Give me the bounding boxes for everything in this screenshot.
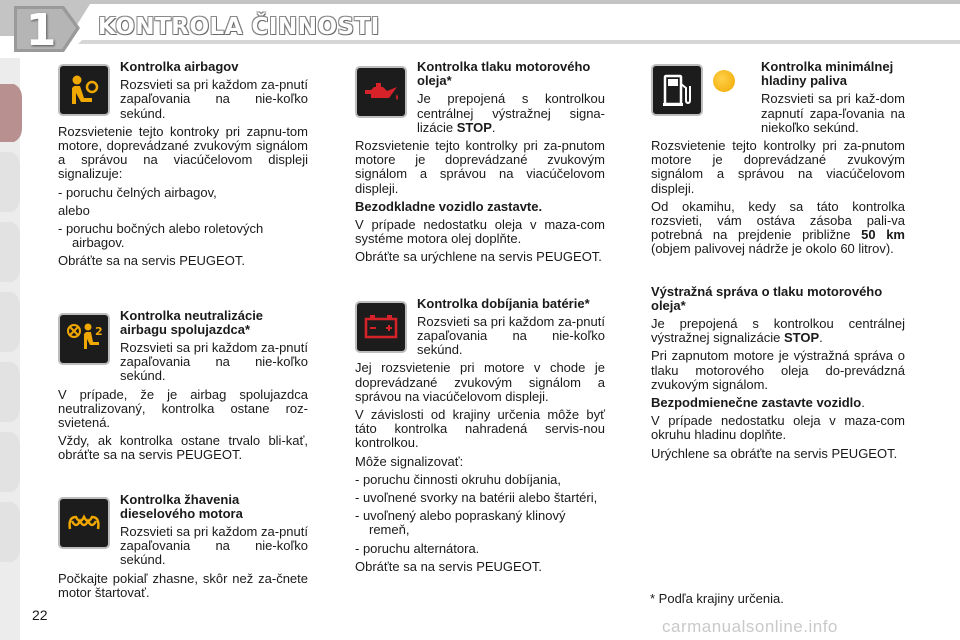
glow-plug-section: [58, 493, 308, 600]
footnote: * Podľa krajiny určenia.: [650, 591, 784, 606]
chapter-tab-active: [0, 84, 22, 142]
page-title: KONTROLA ČINNOSTI: [98, 14, 380, 40]
column-2: [355, 60, 605, 578]
passenger-airbag-section: [58, 309, 308, 463]
airbag-text-2: Obráťte sa na servis PEUGEOT.: [58, 253, 245, 269]
fuel-heading: Kontrolka minimálnej hladiny paliva: [761, 59, 894, 89]
column-1: [58, 60, 308, 604]
battery-list-item-3: - uvoľnený alebo popraskaný klinový remeň,: [355, 508, 566, 538]
battery-text-3: Môže signalizovať:: [355, 453, 464, 469]
oil-pressure-text-2: V prípade nedostatku oleja v maza-com systéme motora olej doplňte.: [355, 217, 605, 247]
oil-message-text-4: Urýchlene sa obráťte na servis PEUGEOT.: [651, 445, 898, 461]
battery-section: [355, 297, 605, 574]
fuel-pump-icon: [651, 64, 703, 116]
fuel-text-1: Rozsvietenie tejto kontrolky pri za-pnutom motore je doprevádzané zvukovým signálom a správou na viacúčelovom displeji.: [651, 138, 905, 196]
page-number: 22: [32, 607, 48, 623]
airbag-heading: Kontrolka airbagov: [120, 59, 239, 74]
chapter-tab: [0, 152, 20, 212]
oil-message-text-2: Pri zapnutom motore je výstražná správa o tlaku motorového oleja do-prevádzná zvukovým signálom.: [651, 348, 905, 392]
oil-pressure-text-1: Rozsvietenie tejto kontrolky pri za-pnutom motore je doprevádzané zvukovým signálom a správou na viacúčelovom displeji.: [355, 138, 605, 196]
oil-pressure-intro: Je prepojená s kontrolkou centrálnej výstražnej signa-lizácie STOP.: [417, 91, 605, 135]
airbag-intro: Rozsvieti sa pri každom za-pnutí zapaľovania na nie-koľko sekúnd.: [120, 77, 308, 121]
oil-pressure-icon: [355, 66, 407, 118]
passenger-airbag-text-2: Vždy, ak kontrolka ostane trvalo bli-kať, obráťte sa na servis PEUGEOT.: [58, 433, 308, 463]
oil-message-heading: Výstražná správa o tlaku motorového oleja*: [651, 283, 883, 313]
watermark: carmanualsonline.info: [662, 617, 838, 636]
passenger-airbag-off-icon: [58, 313, 110, 365]
fuel-text-2: Od okamihu, kedy sa táto kontrolka rozsvieti, vám ostáva zásoba pali-va potrebná na prejdenie približne 50 km (objem palivovej nádrže je okolo 60 litrov).: [651, 198, 905, 257]
battery-list-item-2: - uvoľnené svorky na batérii alebo štartéri,: [355, 490, 598, 506]
airbag-or: alebo: [58, 202, 90, 218]
chapter-number: 1: [25, 5, 57, 56]
page-header: [0, 0, 960, 58]
oil-pressure-heading: Kontrolka tlaku motorového oleja*: [417, 59, 591, 89]
battery-charge-icon: [355, 301, 407, 353]
glow-plug-text-1: Počkajte pokiaľ zhasne, skôr než za-čnete motor štartovať.: [58, 570, 308, 600]
passenger-airbag-heading: Kontrolka neutralizácie airbagu spolujazdca*: [120, 307, 264, 337]
battery-heading: Kontrolka dobíjania batérie*: [417, 295, 590, 311]
chapter-tab: [0, 222, 20, 282]
airbag-section: [58, 60, 308, 269]
battery-text-4: Obráťte sa na servis PEUGEOT.: [355, 558, 542, 574]
airbag-list-item-2: - poruchu bočných alebo roletových airbagov.: [58, 221, 264, 251]
battery-text-1: Jej rozsvietenie pri motore v chode je doprevádzané zvukovým signálom a správou na viacúčelovom displeji.: [355, 360, 605, 404]
amber-indicator-icon: [713, 70, 735, 92]
oil-pressure-subheading: Bezodkladne vozidlo zastavte.: [355, 198, 543, 214]
passenger-airbag-text-1: V prípade, že je airbag spolujazdca neutralizovaný, kontrolka ostane roz-svietená.: [58, 386, 308, 431]
battery-intro: Rozsvieti sa pri každom za-pnutí zapaľovania na nie-koľko sekúnd.: [417, 313, 605, 358]
chapter-tab: [0, 502, 20, 562]
battery-text-2: V závislosti od krajiny určenia môže byť táto kontrolka nahradená servis-nou kontrolkou.: [355, 407, 605, 451]
oil-message-section: [651, 285, 905, 461]
glow-plug-icon: [58, 497, 110, 549]
battery-list-item-4: - poruchu alternátora.: [355, 540, 480, 556]
fuel-intro: Rozsvieti sa pri kaž-dom zapnutí zapa-ľovania na niekoľko sekúnd.: [761, 91, 905, 135]
svg-text:2: 2: [95, 324, 103, 338]
airbag-warning-icon: [58, 64, 110, 116]
glow-plug-intro: Rozsvieti sa pri každom za-pnutí zapaľovania na nie-koľko sekúnd.: [120, 524, 308, 568]
battery-list-item-1: - poruchu činnosti okruhu dobíjania,: [355, 471, 561, 487]
oil-pressure-text-3: Obráťte sa urýchlene na servis PEUGEOT.: [355, 249, 602, 265]
column-3: [651, 60, 905, 465]
airbag-text-1: Rozsvietenie tejto kontroky pri zapnu-tom motore, doprevádzané zvukovým signálom a správou na viacúčelovom displeji signalizuje:: [58, 123, 308, 182]
chapter-tab: [0, 432, 20, 492]
fuel-section: [651, 60, 905, 257]
oil-pressure-section: [355, 60, 605, 265]
oil-message-subheading: Bezpodmienečne zastavte vozidlo.: [651, 395, 865, 411]
chapter-tab: [0, 362, 20, 422]
chapter-tab: [0, 292, 20, 352]
airbag-list-item-1: - poruchu čelných airbagov,: [58, 184, 217, 200]
oil-message-text-3: V prípade nedostatku oleja v maza-com okruhu hladinu doplňte.: [651, 413, 905, 443]
glow-plug-heading: Kontrolka žhavenia dieselového motora: [120, 491, 243, 521]
oil-message-text-1: Je prepojená s kontrolkou centrálnej výstražnej signalizácie STOP.: [651, 316, 905, 346]
passenger-airbag-intro: Rozsvieti sa pri každom za-pnutí zapaľovania na nie-koľko sekúnd.: [120, 340, 308, 384]
chapter-tabs: [0, 58, 34, 640]
